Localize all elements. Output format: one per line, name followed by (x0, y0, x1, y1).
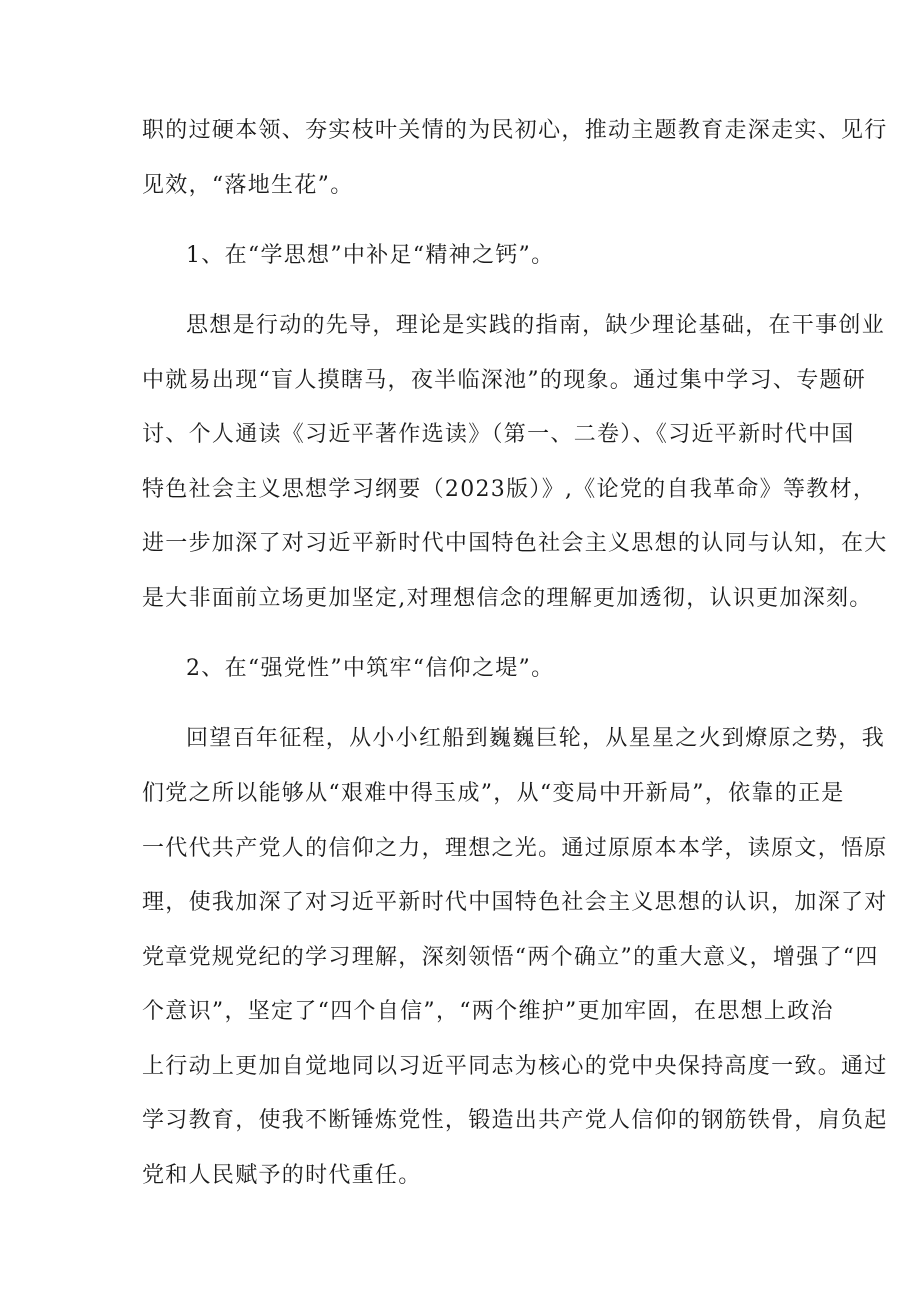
intro-line-1: 职的过硬本领、夯实枝叶关情的为民初心，推动主题教育走深走实、见行 (142, 118, 888, 143)
paragraph-2-line-5: 党章党规党纪的学习理解，深刻领悟“两个确立”的重大意义，增强了“四 (142, 945, 879, 970)
paragraph-1-line-2: 中就易出现“盲人摸瞎马，夜半临深池”的现象。通过集中学习、专题研 (142, 368, 867, 393)
paragraph-2-line-4: 理，使我加深了对习近平新时代中国特色社会主义思想的认识，加深了对 (142, 890, 888, 915)
paragraph-2-line-2: 们党之所以能够从“艰难中得玉成”，从“变局中开新局”，依靠的正是 (142, 781, 845, 806)
paragraph-2-line-3: 一代代共产党人的信仰之力，理想之光。通过原原本本学，读原文，悟原 (142, 836, 888, 861)
intro-line-2: 见效，“落地生花”。 (142, 173, 354, 198)
paragraph-2-line-7: 上行动上更加自觉地同以习近平同志为核心的党中央保持高度一致。通过 (142, 1054, 888, 1079)
paragraph-1-line-3: 讨、个人通读《习近平著作选读》（第一、二卷）、《习近平新时代中国 (142, 422, 855, 447)
section-heading-1: 1、在“学思想”中补足“精神之钙”。 (186, 243, 555, 268)
paragraph-1-line-1: 思想是行动的先导，理论是实践的指南，缺少理论基础，在干事创业 (186, 313, 886, 338)
paragraph-2-line-6: 个意识”，坚定了“四个自信”，“两个维护”更加牢固，在思想上政治 (142, 999, 834, 1024)
paragraph-2-line-9: 党和人民赋予的时代重任。 (142, 1163, 422, 1188)
paragraph-1-line-5: 进一步加深了对习近平新时代中国特色社会主义思想的认同与认知，在大 (142, 531, 888, 556)
paragraph-2-line-8: 学习教育，使我不断锤炼党性，锻造出共产党人信仰的钢筋铁骨，肩负起 (142, 1108, 888, 1133)
paragraph-2-line-1: 回望百年征程，从小小红船到巍巍巨轮，从星星之火到燎原之势，我 (186, 726, 886, 751)
paragraph-1-line-4: 特色社会主义思想学习纲要（2023版）》,《论党的自我革命》等教材， (142, 477, 877, 502)
paragraph-1-line-6: 是大非面前立场更加坚定,对理想信念的理解更加透彻，认识更加深刻。 (142, 586, 873, 611)
section-heading-2: 2、在“强党性”中筑牢“信仰之堤”。 (186, 656, 555, 681)
